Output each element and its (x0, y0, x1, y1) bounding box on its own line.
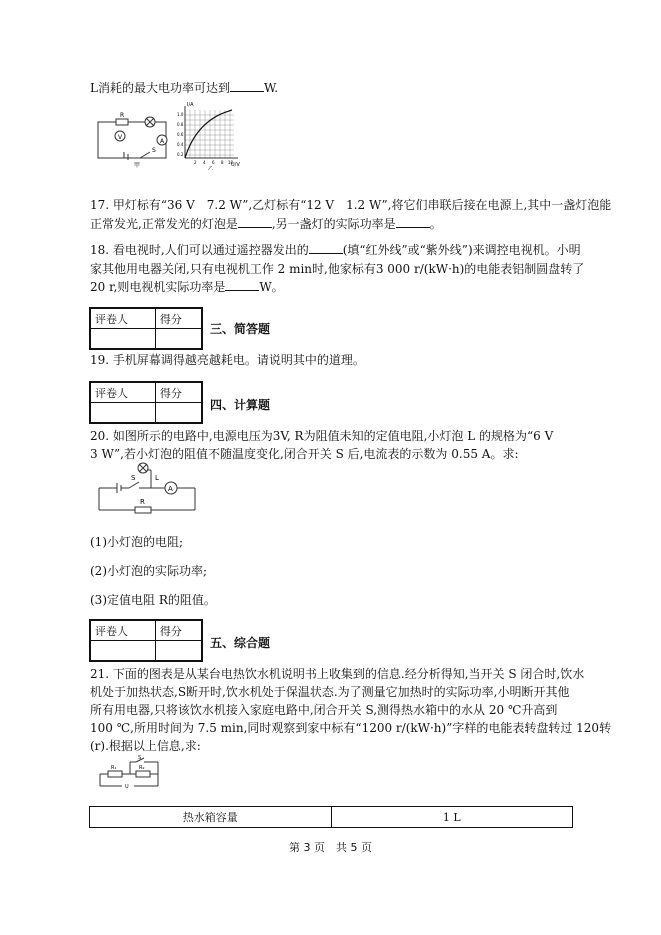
score-cell (155, 403, 201, 423)
graph-y-tick: 0.2 (177, 152, 184, 157)
grader-cell (91, 329, 156, 349)
q21-line1: 21. 下面的图表是从某台电热饮水机说明书上收集到的信息.经分析得知,当开关 S 闭合时,饮水 (90, 667, 585, 681)
q18-line2: 家其他用电器关闭,只有电视机工作 2 min时,他家标有3 000 r/(kW·h)的电能表铝制圆盘转了 (90, 262, 585, 276)
q20-resistor-label: R (140, 498, 145, 506)
spec-value: 1 L (331, 807, 573, 828)
q21-r1-label: R₁ (111, 765, 117, 771)
score-box (89, 619, 203, 662)
q20-line1: 20. 如图所示的电路中,电源电压为3V, R为阻值未知的定值电阻,小灯泡 L 的规格为“6 V (90, 429, 554, 443)
graph-y-tick: 0.8 (177, 122, 184, 127)
section-title-5: 五、综合题 (210, 636, 271, 650)
score-box (89, 307, 203, 350)
q20-lamp-label: L (155, 474, 159, 482)
grader-label: 评卷人 (91, 621, 156, 641)
grader-label: 评卷人 (91, 309, 156, 329)
q17-text: ,另一盏灯的实际功率是 (271, 217, 396, 231)
graph-y-label: I/A (187, 102, 194, 108)
graph-x-tick: 10 (228, 160, 234, 165)
grader-cell (91, 641, 156, 661)
q21-r2-label: R₂ (139, 765, 145, 771)
q20-line2: 3 W”,若小灯泡的阻值不随温度变化,闭合开关 S 后,电流表的示数为 0.55 A。求: (90, 447, 519, 461)
graph-y-tick: 0.4 (177, 142, 184, 147)
score-box (89, 381, 203, 424)
q17-text: 正常发光,正常发光的灯泡是 (90, 217, 238, 231)
svg-text:S: S (152, 147, 156, 154)
q20-circuit (95, 458, 199, 518)
q20-sub3: (3)定值电阻 R的阻值。 (90, 593, 216, 607)
q20-ammeter-label: A (168, 485, 173, 493)
q16-text-end: W. (263, 81, 279, 95)
q16-text: L消耗的最大电功率可达到 (90, 81, 230, 95)
graph-y-tick: 0.6 (177, 132, 184, 137)
graph-x-tick: 8 (221, 160, 224, 165)
q18-line1 (90, 240, 581, 260)
answer-blank (396, 215, 430, 228)
section-title-4: 四、计算题 (210, 398, 271, 412)
svg-text:A: A (160, 138, 165, 145)
score-cell (155, 641, 201, 661)
score-label: 得分 (155, 383, 201, 403)
score-cell (155, 329, 201, 349)
graph-x-label: U/V (231, 162, 240, 168)
table-row (90, 807, 573, 828)
page-footer: 第 3 页 共 5 页 (289, 841, 372, 854)
graph-x-tick: 4 (203, 160, 206, 165)
spec-table (89, 806, 573, 828)
q17-text: 。 (429, 217, 442, 231)
figure16-label-left: 甲 (134, 162, 141, 168)
svg-text:V: V (118, 134, 123, 141)
q17-line2 (90, 214, 442, 234)
section-title-3: 三、简答题 (210, 322, 271, 336)
q17-line1: 17. 甲灯标有“36 V 7.2 W”,乙灯标有“12 V 1.2 W”,将它们串联后接在电源上,其中一盏灯泡能 (90, 198, 612, 212)
q18-text: 18. 看电视时,人们可以通过遥控器发出的 (90, 243, 309, 257)
q21-switch-label: S (138, 755, 142, 761)
q18-text: 20 r,则电视机实际功率是 (90, 280, 226, 294)
q20-switch-label: S (131, 474, 136, 482)
figure16-graph (176, 100, 242, 170)
q21-circuit (96, 754, 168, 794)
answer-blank (225, 278, 259, 291)
q18-text: (填“红外线”或“紫外线”)来调控电视机。小明 (342, 243, 581, 257)
q16-tail (90, 78, 278, 98)
answer-blank (230, 79, 264, 92)
grader-label: 评卷人 (91, 383, 156, 403)
figure16-label-right: 乙 (208, 166, 214, 170)
q19-text: 19. 手机屏幕调得越亮越耗电。请说明其中的道理。 (90, 353, 365, 367)
spec-name: 热水箱容量 (90, 807, 332, 828)
grader-cell (91, 403, 156, 423)
graph-x-tick: 2 (194, 160, 197, 165)
graph-y-tick: 1.0 (177, 112, 184, 117)
answer-blank (309, 241, 343, 254)
figure16-circuit (94, 112, 176, 168)
q21-line3: 所有用电器,只将该饮水机接入家庭电路中,闭合开关 S,测得热水箱中的水从 20 ℃升高到 (90, 703, 558, 717)
q18-text: W。 (259, 280, 284, 294)
score-label: 得分 (155, 621, 201, 641)
graph-x-tick: 6 (212, 160, 215, 165)
q18-line3 (90, 277, 284, 297)
score-label: 得分 (155, 309, 201, 329)
q21-line4: 100 ℃,所用时间为 7.5 min,同时观察到家中标有“1200 r/(kW·h)”字样的电能表转盘转过 120转 (90, 721, 612, 735)
q21-line5: (r).根据以上信息,求: (90, 739, 201, 753)
q20-sub1: (1)小灯泡的电阻; (90, 535, 184, 549)
answer-blank (238, 215, 272, 228)
q20-sub2: (2)小灯泡的实际功率; (90, 564, 208, 578)
q21-u-label: U (125, 784, 129, 790)
q21-line2: 机处于加热状态,S断开时,饮水机处于保温状态.为了测量它加热时的实际功率,小明断开其他 (90, 685, 570, 699)
svg-text:R: R (120, 112, 125, 119)
